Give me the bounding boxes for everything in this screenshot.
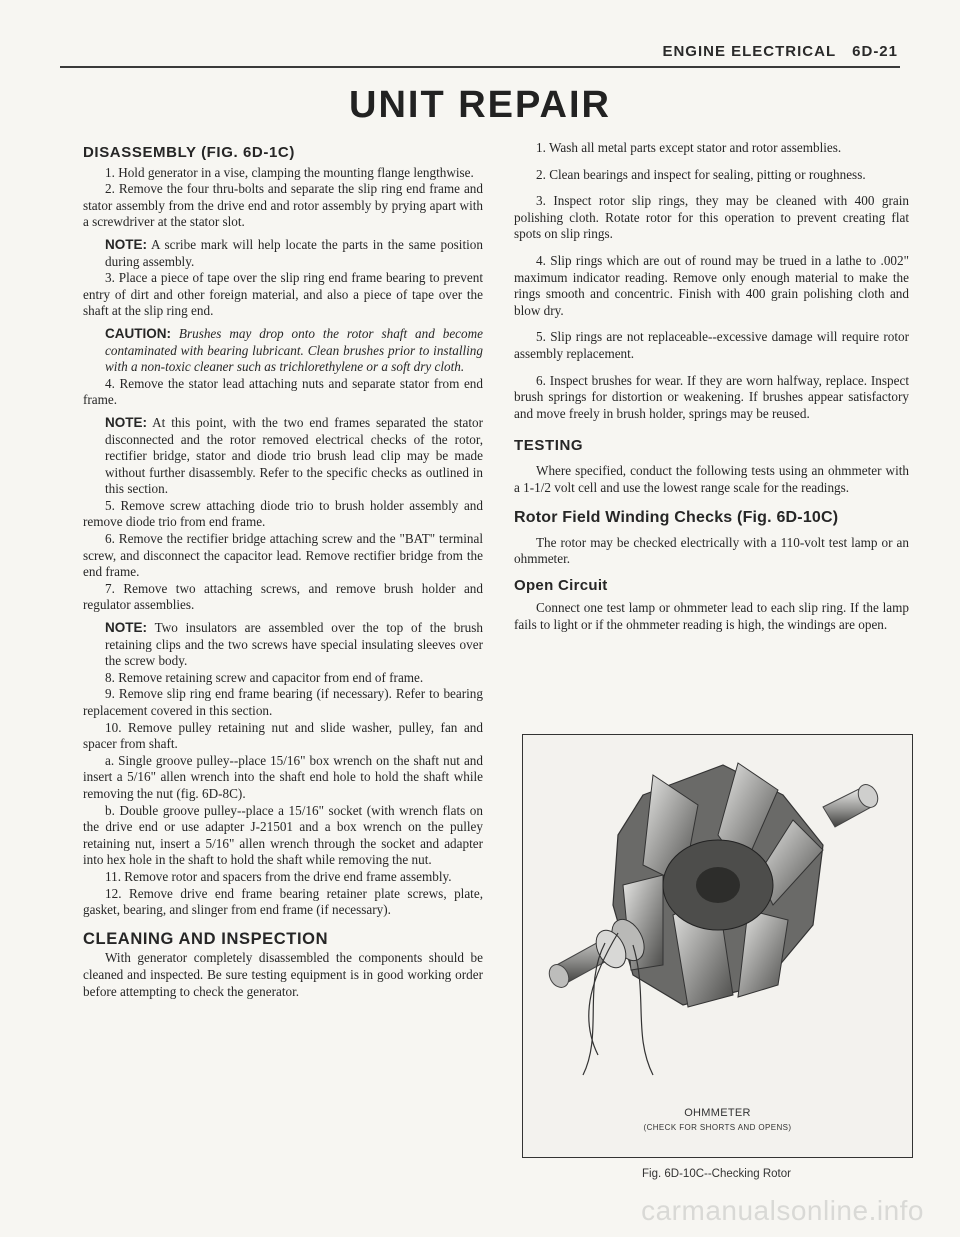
step-7: 7. Remove two attaching screws, and remove brush holder and regulator assemblies. (83, 580, 483, 613)
step-10b: b. Double groove pulley--place a 15/16" socket (with wrench flats on the drive end or use adapter J-21501 and a box wrench on the pulley retaining nut, insert a 5/16" allen wrench through the socket and adapter into hex hole in the shaft to hold the shaft while removing the nut. (83, 802, 483, 868)
step-1: 1. Hold generator in a vise, clamping the mounting flange lengthwise. (105, 164, 474, 180)
step-5: 5. Remove screw attaching diode trio to brush holder assembly and remove diode trio from end frame. (83, 497, 483, 530)
header-rule (60, 66, 900, 68)
page-number: 6D-21 (852, 43, 898, 60)
note-label: NOTE: (105, 620, 147, 636)
running-header: ENGINE ELECTRICAL 6D-21 (662, 43, 898, 60)
testing-heading: TESTING (514, 437, 584, 455)
page-title: UNIT REPAIR (349, 84, 611, 126)
note-2 (83, 415, 483, 498)
inspection-step: 4. Slip rings which are out of round may be trued in a lathe to .002" maximum indicator reading. Remove only enough material to make the rings smooth and concentric. Finish with 400 grain polishing cloth and blow dry. (514, 252, 909, 318)
rotor-claw-poles (613, 763, 823, 1007)
step-12: 12. Remove drive end frame bearing retainer plate screws, plate, gasket, bearing, and slinger from end frame (if necessary). (83, 885, 483, 918)
figure-caption: Fig. 6D-10C--Checking Rotor (642, 1168, 791, 1180)
cleaning-body: With generator completely disassembled the components should be cleaned and inspected. Be sure testing equipment is in good working order before attempting to check the generator. (83, 950, 483, 999)
inspection-step: 5. Slip rings are not replaceable--excessive damage will require rotor assembly replacement. (514, 329, 909, 361)
rotor-illustration (523, 735, 912, 1157)
step-11: 11. Remove rotor and spacers from the drive end frame assembly. (105, 868, 452, 884)
step-6: 6. Remove the rectifier bridge attaching screw and the "BAT" terminal screw, and disconnect the capacitor lead. Remove rectifier bridge from the end frame. (83, 531, 483, 580)
inspection-step: 1. Wash all metal parts except stator and rotor assemblies. (536, 140, 842, 155)
open-circuit-body: Connect one test lamp or ohmmeter lead to each slip ring. If the lamp fails to light or if the ohmmeter reading is high, the windings are open. (514, 600, 909, 633)
figure-sublabel: (CHECK FOR SHORTS AND OPENS) (643, 1123, 792, 1132)
step-4: 4. Remove the stator lead attaching nuts and separate stator from end frame. (83, 375, 483, 408)
step-3: 3. Place a piece of tape over the slip ring end frame bearing to prevent entry of dirt and other foreign material, and also a piece of tape over the shaft at the slip ring end. (83, 270, 483, 319)
cleaning-heading: CLEANING AND INSPECTION (83, 929, 329, 948)
right-column (514, 140, 909, 644)
step-10a: a. Single groove pulley--place 15/16" box wrench on the shaft nut and insert a 5/16" allen wrench into the shaft end hole to hold the shaft while removing the nut (fig. 6D-8C). (83, 752, 483, 801)
note-label: NOTE: (105, 414, 147, 430)
testing-body: Where specified, conduct the following tests using an ohmmeter with a 1-1/2 volt cell and use the lowest range scale for the readings. (514, 462, 909, 495)
note-text: A scribe mark will help locate the parts in the same position during assembly. (105, 236, 483, 269)
left-column (83, 145, 483, 1000)
inspection-step: 6. Inspect brushes for wear. If they are worn halfway, replace. Inspect brush springs for distortion or weakening. If brushes appear satisfactory and move freely in brush holder, springs may be reused. (514, 372, 909, 421)
open-circuit-heading: Open Circuit (514, 576, 608, 594)
step-8: 8. Remove retaining screw and capacitor from end of frame. (105, 669, 424, 685)
rotor-field-heading: Rotor Field Winding Checks (Fig. 6D-10C) (514, 509, 839, 527)
caution-text: Brushes may drop onto the rotor shaft and become contaminated with bearing lubricant. Clean brushes prior to installing with a non-toxic cleaner such as trichlorethylene or a soft dry cloth. (105, 325, 483, 375)
figure-label: OHMMETER (684, 1107, 751, 1119)
note-text: At this point, with the two end frames separated the stator disconnected and the rotor removed electrical checks of the rotor, rectifier bridge, stator and diode trio brush lead clip may be made without further disassembly. Refer to the specific checks as outlined in this section. (105, 414, 483, 497)
caution (83, 326, 483, 376)
step-9: 9. Remove slip ring end frame bearing (if necessary). Refer to bearing replacement covered in this section. (83, 686, 483, 718)
disassembly-heading: DISASSEMBLY (FIG. 6D-1C) (83, 144, 295, 161)
rotor-field-body: The rotor may be checked electrically with a 110-volt test lamp or an ohmmeter. (514, 534, 909, 567)
inspection-step: 2. Clean bearings and inspect for sealing, pitting or roughness. (536, 166, 866, 182)
caution-label: CAUTION: (105, 325, 171, 341)
note-label: NOTE: (105, 236, 147, 252)
step-10: 10. Remove pulley retaining nut and slide washer, pulley, fan and spacer from shaft. (83, 719, 483, 752)
note-text: Two insulators are assembled over the top of the brush retaining clips and the two screws have special insulating sleeves over the screw body. (105, 620, 483, 669)
watermark: carmanualsonline.info (641, 1195, 924, 1226)
note-3 (83, 620, 483, 670)
note-1 (83, 237, 483, 270)
step-2: 2. Remove the four thru-bolts and separate the slip ring end frame and stator assembly from the drive end and rotor assembly by prying apart with a screwdriver at the stator slot. (83, 181, 483, 230)
figure-box (522, 734, 913, 1158)
inspection-step: 3. Inspect rotor slip rings, they may be cleaned with 400 grain polishing cloth. Rotate rotor for this operation to prevent creating flat spots on slip rings. (514, 193, 909, 242)
